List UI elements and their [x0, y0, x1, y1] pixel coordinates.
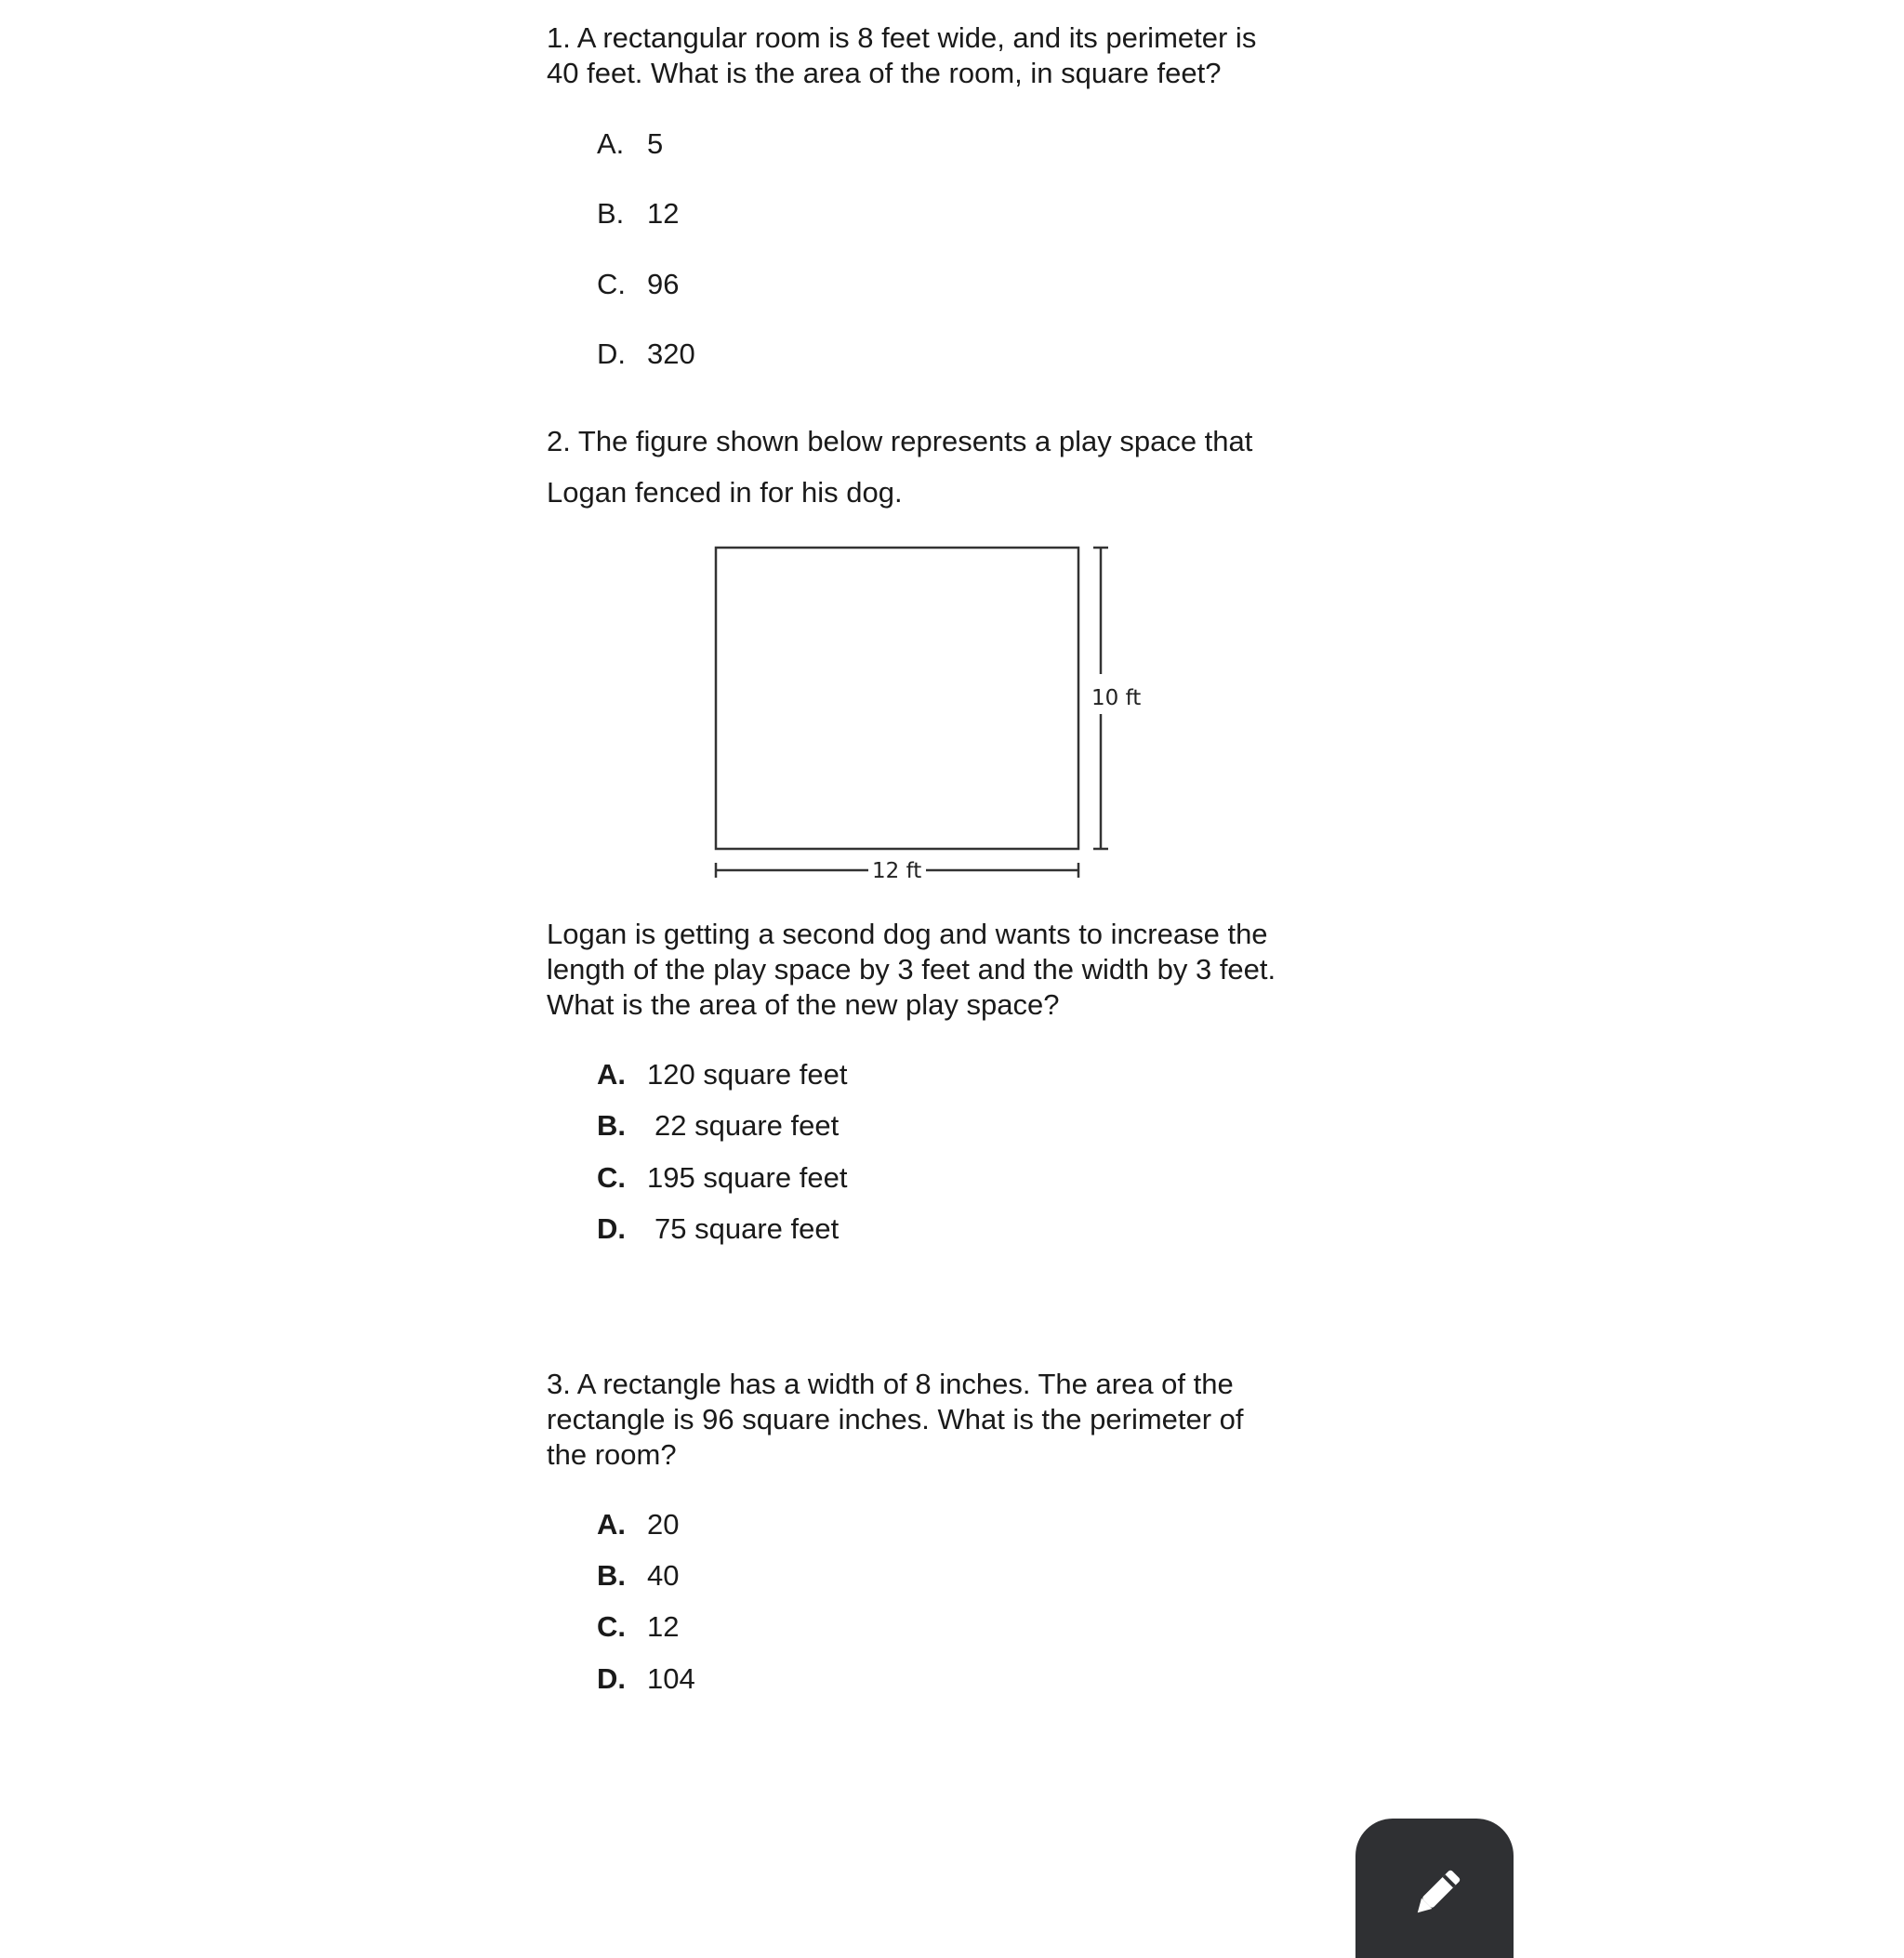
question-1-text-line-2: 40 feet. What is the area of the room, in square feet?: [547, 57, 1222, 89]
choice-letter: A.: [597, 127, 625, 160]
choice-text: 75 square feet: [654, 1212, 840, 1245]
choice-text: 96: [647, 268, 680, 300]
choice-letter: D.: [597, 337, 626, 370]
question-3-choice-d[interactable]: [597, 1661, 695, 1697]
question-2-body-line-1: Logan is getting a second dog and wants to increase the: [547, 918, 1268, 950]
question-3-text-line-3: the room?: [547, 1438, 677, 1471]
question-3-text-line-1: 3. A rectangle has a width of 8 inches. The area of the: [547, 1368, 1234, 1400]
choice-letter: A.: [597, 1508, 626, 1541]
question-2-body-line-3: What is the area of the new play space?: [547, 988, 1060, 1021]
choice-letter: D.: [597, 1662, 626, 1695]
choice-letter: D.: [597, 1212, 626, 1245]
question-3-choice-c[interactable]: [597, 1609, 679, 1645]
choice-letter: B.: [597, 197, 625, 230]
question-2-choice-c[interactable]: [597, 1160, 847, 1196]
choice-text: 320: [647, 337, 695, 370]
choice-text: 20: [647, 1508, 680, 1541]
question-2-choice-a[interactable]: [597, 1057, 847, 1092]
choice-text: 12: [647, 1610, 680, 1643]
height-label: 10 ft: [1091, 686, 1142, 710]
choice-text: 22 square feet: [654, 1109, 840, 1142]
question-1-choice-d[interactable]: [597, 337, 695, 372]
choice-text: 120 square feet: [647, 1058, 848, 1091]
play-space-rectangle: [716, 548, 1078, 849]
choice-text: 195 square feet: [647, 1161, 848, 1194]
choice-letter: A.: [597, 1058, 626, 1091]
choice-letter: B.: [597, 1559, 626, 1592]
choice-text: 12: [647, 197, 680, 230]
choice-letter: C.: [597, 268, 626, 300]
choice-text: 5: [647, 127, 664, 160]
question-2-intro-line-1: 2. The figure shown below represents a play space that: [547, 425, 1253, 457]
question-3-choice-b[interactable]: [597, 1558, 679, 1594]
pencil-icon: [1408, 1863, 1467, 1923]
width-label: 12 ft: [872, 859, 922, 883]
choice-text: 40: [647, 1559, 680, 1592]
choice-letter: C.: [597, 1610, 626, 1643]
question-2-choice-b[interactable]: [597, 1108, 839, 1144]
play-space-figure: [707, 539, 1153, 893]
question-2-intro-line-2: Logan fenced in for his dog.: [547, 476, 903, 509]
choice-letter: C.: [597, 1161, 626, 1194]
choice-letter: B.: [597, 1109, 626, 1142]
question-1-choice-b[interactable]: [597, 196, 679, 232]
choice-text: 104: [647, 1662, 695, 1695]
question-2-choice-d[interactable]: [597, 1211, 839, 1247]
question-3-choice-a[interactable]: [597, 1507, 679, 1542]
question-1-choice-a[interactable]: [597, 126, 663, 162]
question-1-choice-c[interactable]: [597, 267, 679, 302]
question-2-body-line-2: length of the play space by 3 feet and the width by 3 feet.: [547, 953, 1276, 986]
edit-button[interactable]: [1355, 1819, 1514, 1958]
question-1-text-line-1: 1. A rectangular room is 8 feet wide, and its perimeter is: [547, 21, 1257, 54]
question-3-text-line-2: rectangle is 96 square inches. What is the perimeter of: [547, 1403, 1244, 1435]
